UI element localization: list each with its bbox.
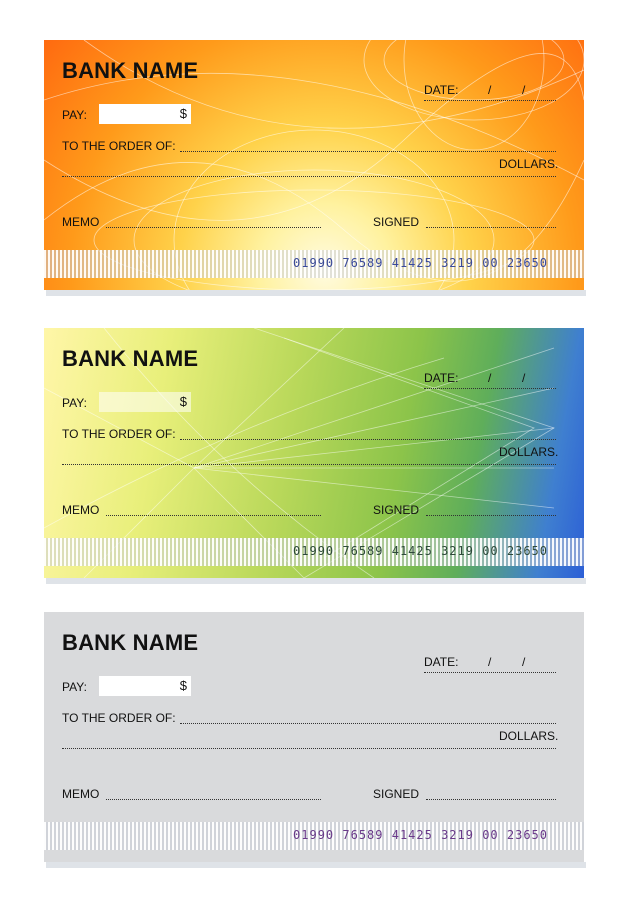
date-field[interactable] (424, 100, 556, 101)
cheque-orange (44, 40, 584, 290)
signed-label: SIGNED (373, 215, 420, 229)
bank-name: BANK NAME (62, 58, 199, 83)
dollar-sign: $ (179, 394, 187, 409)
dollar-sign: $ (179, 106, 187, 121)
amount-words-field[interactable] (62, 176, 556, 177)
bank-name: BANK NAME (62, 346, 199, 371)
amount-words-field[interactable] (62, 748, 556, 749)
micr-line: 01990 76589 41425 3219 00 23650 (293, 828, 548, 842)
cheque-gray (44, 612, 584, 862)
signature-field[interactable] (426, 515, 556, 516)
memo-field[interactable] (106, 227, 321, 228)
date-label: DATE: (424, 83, 459, 97)
date-label: DATE: (424, 655, 459, 669)
order-label: TO THE ORDER OF: (62, 711, 176, 725)
micr-line: 01990 76589 41425 3219 00 23650 (293, 544, 548, 558)
payee-field[interactable] (180, 151, 556, 152)
pay-label: PAY: (62, 396, 87, 410)
pay-label: PAY: (62, 680, 87, 694)
payee-field[interactable] (180, 439, 556, 440)
amount-field[interactable] (99, 104, 191, 124)
memo-label: MEMO (62, 215, 100, 229)
order-label: TO THE ORDER OF: (62, 139, 176, 153)
memo-field[interactable] (106, 515, 321, 516)
payee-field[interactable] (180, 723, 556, 724)
signed-label: SIGNED (373, 787, 420, 801)
cheque-shadow (46, 290, 586, 296)
cheque-shadow (46, 862, 586, 868)
date-separator: / (522, 655, 526, 669)
dollars-label: DOLLARS. (499, 729, 559, 743)
dollars-label: DOLLARS. (499, 445, 559, 459)
dollars-label: DOLLARS. (499, 157, 559, 171)
date-separator: / (522, 371, 526, 385)
signature-field[interactable] (426, 799, 556, 800)
order-label: TO THE ORDER OF: (62, 427, 176, 441)
memo-field[interactable] (106, 799, 321, 800)
bank-name: BANK NAME (62, 630, 199, 655)
date-field[interactable] (424, 388, 556, 389)
date-separator: / (488, 83, 492, 97)
amount-field[interactable] (99, 392, 191, 412)
amount-field[interactable] (99, 676, 191, 696)
date-separator: / (488, 655, 492, 669)
cheque-shadow (46, 578, 586, 584)
micr-line: 01990 76589 41425 3219 00 23650 (293, 256, 548, 270)
date-label: DATE: (424, 371, 459, 385)
signed-label: SIGNED (373, 503, 420, 517)
dollar-sign: $ (179, 678, 187, 693)
amount-words-field[interactable] (62, 464, 556, 465)
cheque-green (44, 328, 584, 578)
date-field[interactable] (424, 672, 556, 673)
signature-field[interactable] (426, 227, 556, 228)
pay-label: PAY: (62, 108, 87, 122)
memo-label: MEMO (62, 503, 100, 517)
date-separator: / (522, 83, 526, 97)
memo-label: MEMO (62, 787, 100, 801)
date-separator: / (488, 371, 492, 385)
